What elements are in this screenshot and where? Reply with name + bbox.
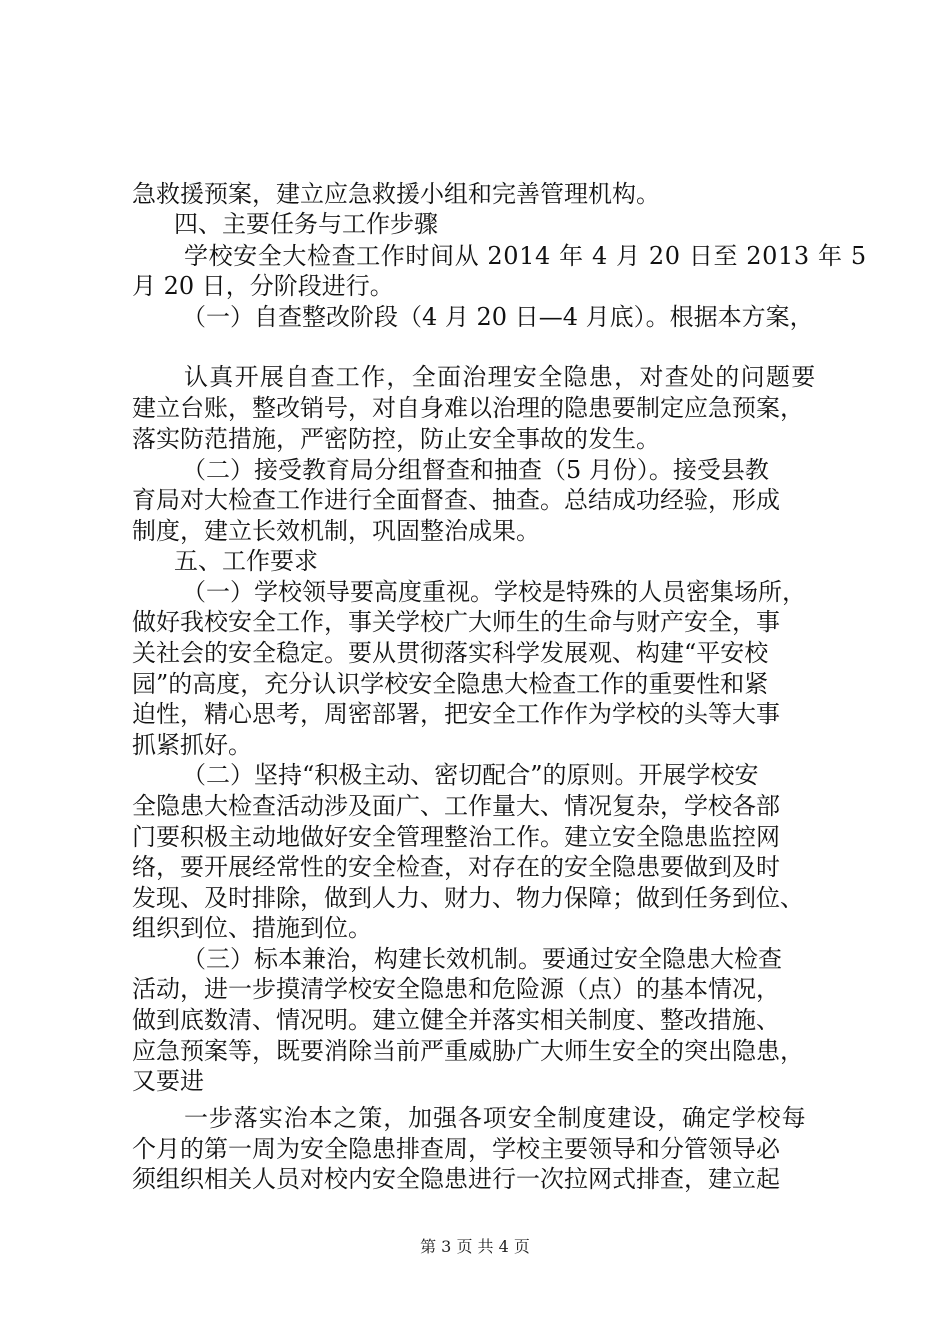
text-line: （二）接受教育局分组督查和抽查（5 月份）。接受县教 xyxy=(182,456,769,484)
section-heading: 四、主要任务与工作步骤 xyxy=(174,210,438,238)
text-line: 发现、及时排除，做到人力、财力、物力保障；做到任务到位、 xyxy=(132,884,804,912)
text-line: 应急预案等，既要消除当前严重威胁广大师生安全的突出隐患， xyxy=(132,1037,804,1065)
text-line: 抓紧抓好。 xyxy=(132,731,252,759)
section-heading: 五、工作要求 xyxy=(174,547,318,575)
text-line: 个月的第一周为安全隐患排查周，学校主要领导和分管领导必 xyxy=(132,1135,780,1163)
text-line: 急救援预案，建立应急救援小组和完善管理机构。 xyxy=(132,180,660,208)
text-line: 迫性，精心思考，周密部署，把安全工作作为学校的头等大事 xyxy=(132,700,780,728)
text-line: 一步落实治本之策，加强各项安全制度建设，确定学校每 xyxy=(184,1104,807,1132)
text-line: 活动，进一步摸清学校安全隐患和危险源（点）的基本情况， xyxy=(132,975,780,1003)
text-line: 做到底数清、情况明。建立健全并落实相关制度、整改措施、 xyxy=(132,1006,780,1034)
text-line: 园”的高度，充分认识学校安全隐患大检查工作的重要性和紧 xyxy=(132,670,769,698)
text-line: 育局对大检查工作进行全面督查、抽查。总结成功经验，形成 xyxy=(132,486,780,514)
text-line: 组织到位、措施到位。 xyxy=(132,914,372,942)
text-line: （一）自查整改阶段（4 月 20 日—4 月底）。根据本方案， xyxy=(182,303,814,331)
text-line: 落实防范措施，严密防控，防止安全事故的发生。 xyxy=(132,425,660,453)
page-number: 第 3 页 共 4 页 xyxy=(420,1237,530,1256)
text-line: （一）学校领导要高度重视。学校是特殊的人员密集场所， xyxy=(182,578,806,606)
text-line: 认真开展自查工作，全面治理安全隐患，对查处的问题要 xyxy=(184,363,817,391)
text-line: 学校安全大检查工作时间从 2014 年 4 月 20 日至 2013 年 5 xyxy=(184,242,867,270)
text-line: 做好我校安全工作，事关学校广大师生的生命与财产安全，事 xyxy=(132,608,780,636)
text-line: 又要进 xyxy=(132,1067,204,1095)
text-line: 制度，建立长效机制，巩固整治成果。 xyxy=(132,517,540,545)
text-line: 门要积极主动地做好安全管理整治工作。建立安全隐患监控网 xyxy=(132,823,780,851)
text-line: 建立台账，整改销号，对自身难以治理的隐患要制定应急预案， xyxy=(132,394,804,422)
text-line: 关社会的安全稳定。要从贯彻落实科学发展观、构建“平安校 xyxy=(132,639,769,667)
text-line: （三）标本兼治，构建长效机制。要通过安全隐患大检查 xyxy=(182,945,782,973)
text-line: 络，要开展经常性的安全检查，对存在的安全隐患要做到及时 xyxy=(132,853,780,881)
text-line: 月 20 日，分阶段进行。 xyxy=(132,272,394,300)
text-line: （二）坚持“积极主动、密切配合”的原则。开展学校安 xyxy=(182,761,759,789)
text-line: 须组织相关人员对校内安全隐患进行一次拉网式排查，建立起 xyxy=(132,1165,780,1193)
text-line: 全隐患大检查活动涉及面广、工作量大、情况复杂，学校各部 xyxy=(132,792,780,820)
